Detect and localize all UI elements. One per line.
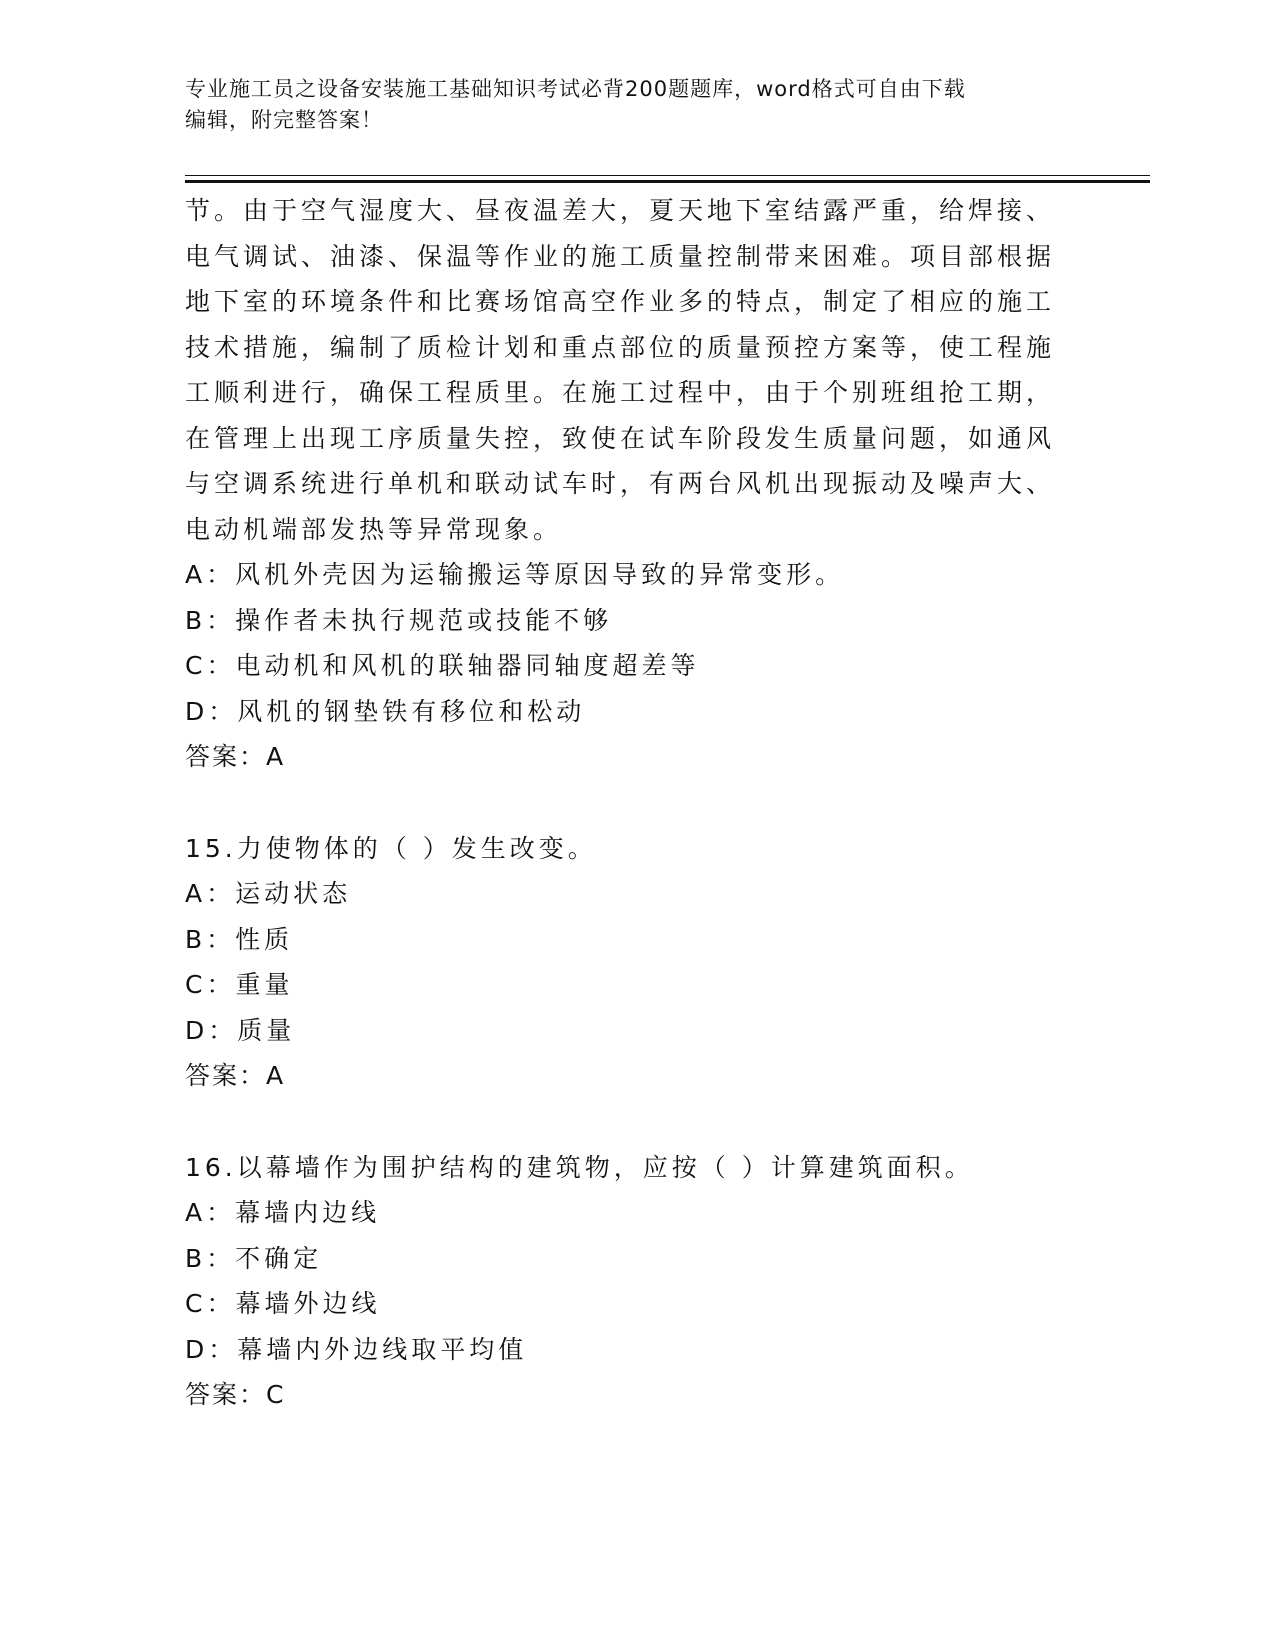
question-14-continuation [185,188,1065,780]
question-text-line: 技术措施，编制了质检计划和重点部位的质量预控方案等，使工程施 [185,332,1056,362]
question-text-line: 电动机端部发热等异常现象。 [185,514,563,544]
option-c: C：重量 [185,970,294,999]
option-a: A：幕墙内边线 [185,1198,381,1227]
document-header [185,74,1065,136]
option-d: D：幕墙内外边线取平均值 [185,1334,528,1364]
option-b: B：不确定 [185,1243,323,1273]
option-d: D：风机的钢垫铁有移位和松动 [185,696,586,726]
answer-line: 答案：C [185,1380,286,1409]
answer-line: 答案：A [185,742,286,771]
answer-line: 答案：A [185,1061,286,1090]
option-a: A：风机外壳因为运输搬运等原因导致的异常变形。 [185,560,845,589]
document-body [185,188,1065,1418]
question-title: 15.力使物体的（ ）发生改变。 [185,833,597,863]
option-b: B：性质 [185,924,294,954]
question-15 [185,826,1065,1099]
option-c: C：电动机和风机的联轴器同轴度超差等 [185,651,700,680]
header-line-1: 专业施工员之设备安装施工基础知识考试必背200题题库，word格式可自由下载 [185,77,966,101]
option-b: B：操作者未执行规范或技能不够 [185,605,613,635]
question-text-line: 与空调系统进行单机和联动试车时，有两台风机出现振动及噪声大、 [185,469,1056,498]
question-spacer [185,1099,1065,1145]
option-a: A：运动状态 [185,879,352,908]
question-title: 16.以幕墙作为围护结构的建筑物，应按（ ）计算建筑面积。 [185,1152,974,1182]
option-d: D：质量 [185,1015,296,1045]
question-text-line: 电气调试、油漆、保温等作业的施工质量控制带来困难。项目部根据 [185,241,1056,271]
question-text-line: 工顺利进行，确保工程质里。在施工过程中，由于个别班组抢工期， [185,378,1056,407]
header-line-2: 编辑，附完整答案！ [185,108,383,132]
option-c: C：幕墙外边线 [185,1289,381,1318]
header-rule-thick [185,180,1150,183]
question-text-line: 节。由于空气湿度大、昼夜温差大，夏天地下室结露严重，给焊接、 [185,196,1056,225]
question-text-line: 在管理上出现工序质量失控，致使在试车阶段发生质量问题，如通风 [185,423,1056,453]
question-spacer [185,780,1065,826]
question-16 [185,1145,1065,1418]
header-rule-thin [185,175,1150,176]
question-text-line: 地下室的环境条件和比赛场馆高空作业多的特点，制定了相应的施工 [185,287,1056,316]
